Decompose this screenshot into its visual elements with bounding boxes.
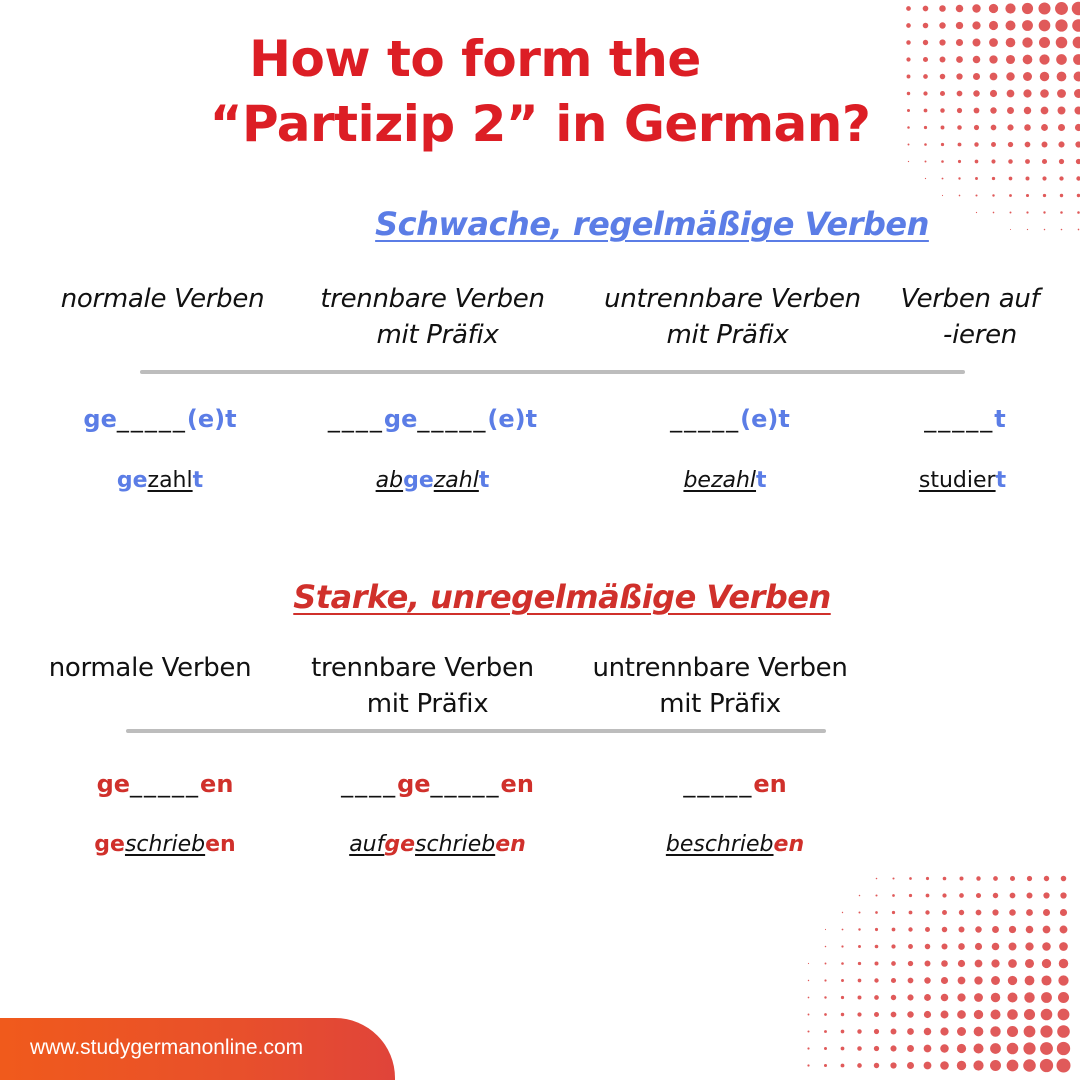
halftone-dot [1042,159,1047,164]
weak-pattern-ieren: _____t [924,405,1006,433]
halftone-dot [976,910,982,916]
halftone-dot [1059,959,1068,968]
halftone-dot [891,1029,897,1035]
halftone-dot [841,962,844,965]
halftone-dot [991,976,1000,985]
halftone-dot [891,961,896,966]
halftone-dot [1074,72,1080,82]
halftone-dot [907,1028,914,1035]
halftone-dot [925,944,931,950]
halftone-dot [1009,909,1016,916]
halftone-dot [842,912,843,913]
halftone-dot [891,944,895,948]
halftone-dot [1059,159,1064,164]
halftone-dot [1041,992,1052,1003]
halftone-dot [991,159,995,163]
halftone-dot [841,1047,845,1051]
halftone-dot [808,1014,810,1016]
halftone-dot [923,6,929,12]
halftone-dot [1023,55,1033,65]
halftone-dot [1055,2,1068,15]
halftone-dot [1009,943,1017,951]
halftone-dot [1022,3,1033,14]
halftone-dot [957,1044,966,1053]
halftone-dot [1010,876,1015,881]
halftone-dot [992,177,995,180]
halftone-dot [824,1064,827,1067]
halftone-dot [1024,1009,1035,1020]
halftone-dot [959,195,961,197]
halftone-dot [1026,926,1034,934]
halftone-dot [973,1043,983,1053]
halftone-dot [1025,942,1033,950]
halftone-dot [909,877,912,880]
halftone-dot [892,877,894,879]
halftone-dot [957,1010,966,1019]
halftone-dot [808,997,810,999]
halftone-dot [942,910,947,915]
page-title-line-1: How to form the [249,30,701,88]
halftone-dot [874,995,879,1000]
halftone-dot [958,926,964,932]
weak-example-studiert: studiert [918,468,1007,493]
halftone-dot [892,928,896,932]
halftone-dot [1058,1009,1070,1021]
halftone-dot [924,1011,931,1018]
halftone-dot [1008,976,1017,985]
halftone-dot [926,877,929,880]
halftone-dot [825,963,827,965]
weak-column-header-inseparable: untrennbare Verben mit Präfix [604,284,861,350]
halftone-dot [874,1063,879,1068]
weak-column-header-separable: trennbare Verben mit Präfix [320,284,545,350]
halftone-dot [924,1028,932,1036]
halftone-dot [924,994,931,1001]
halftone-dot [875,894,877,896]
halftone-dot [1058,975,1068,985]
halftone-dot [975,926,982,933]
halftone-dot [907,1045,914,1052]
halftone-dot [956,5,964,13]
halftone-dot [858,962,861,965]
halftone-dot [1039,37,1050,48]
strong-column-header-normal: normale Verben [48,653,252,683]
halftone-dot [907,1011,913,1017]
halftone-dot [1038,2,1050,14]
halftone-dot [825,929,826,930]
halftone-dot [1026,892,1032,898]
strong-verbs-heading: Starke, unregelmäßige Verben [293,578,831,616]
halftone-dot [1060,892,1066,898]
halftone-dot [1060,909,1067,916]
weak-column-header-normal: normale Verben [60,284,265,314]
halftone-dot [940,1044,948,1052]
halftone-dot [841,996,844,999]
halftone-dot [1039,20,1051,32]
halftone-dot [990,1060,1001,1071]
halftone-dot [909,911,913,915]
weak-pattern-normal: ge_____(e)t [83,405,237,433]
halftone-dot [940,1027,948,1035]
halftone-dot [992,909,998,915]
strong-example-aufgeschrieben: aufgeschrieben [349,832,526,857]
halftone-dot [958,160,961,163]
halftone-dot [1073,37,1080,49]
halftone-dot [1044,876,1049,881]
halftone-dot [1008,159,1013,164]
weak-verbs-heading: Schwache, regelmäßige Verben [375,205,929,243]
halftone-dot [1041,975,1051,985]
halftone-dot [841,1030,845,1034]
halftone-dot [925,161,927,163]
halftone-dot [1023,1042,1035,1054]
halftone-dot [1072,19,1080,32]
halftone-dot [841,1064,845,1068]
halftone-dot [891,1012,897,1018]
weak-example-gezahlt: gezahlt [116,468,204,493]
halftone-dot [824,996,826,998]
halftone-dot [892,911,895,914]
halftone-dot [975,160,979,164]
halftone-dot [976,893,981,898]
halftone-dot [1007,1026,1018,1037]
halftone-dot [925,178,926,179]
halftone-dot [808,963,809,964]
halftone-dot [1055,19,1067,31]
halftone-dot [1043,892,1049,898]
halftone-dot [974,976,982,984]
halftone-dot [858,979,862,983]
halftone-dot [992,926,999,933]
halftone-dot [989,4,998,13]
website-link[interactable]: www.studygermanonline.com [30,1036,304,1059]
strong-example-geschrieben: geschrieben [94,832,236,857]
halftone-dot [990,1043,1001,1054]
strong-pattern-inseparable: _____en [683,770,787,798]
halftone-dot [941,994,949,1002]
halftone-dot [1040,1042,1053,1055]
halftone-dot [1073,54,1080,65]
halftone-dot [972,4,980,12]
halftone-dot [924,1062,932,1070]
halftone-dot [926,894,930,898]
halftone-dot [876,878,878,880]
halftone-dot [908,927,912,931]
halftone-dot [1056,37,1068,49]
halftone-dot [874,1029,879,1034]
halftone-dot [841,979,844,982]
halftone-dot [859,895,861,897]
halftone-dot [892,894,895,897]
halftone-dot [1008,993,1018,1003]
halftone-dot [976,876,980,880]
halftone-dot [959,910,964,915]
halftone-dot [1039,54,1049,64]
strong-divider [126,729,826,733]
halftone-dot [959,876,963,880]
halftone-dot [942,195,943,196]
halftone-dot [890,1045,896,1051]
halftone-dot [1025,159,1030,164]
halftone-dot [909,894,912,897]
halftone-dot [941,977,948,984]
halftone-dot [874,1012,879,1017]
halftone-dot [1072,2,1080,16]
halftone-dot [874,1046,879,1051]
halftone-dot [824,1013,827,1016]
strong-column-header-inseparable: untrennbare Verben mit Präfix [592,653,848,719]
halftone-dot [1060,926,1068,934]
halftone-dot [975,943,982,950]
halftone-dot [1026,177,1030,181]
strong-example-beschrieben: beschrieben [665,832,805,857]
halftone-dot [907,1062,914,1069]
halftone-dot [942,927,948,933]
halftone-dot [1022,37,1032,47]
halftone-dot [942,178,944,180]
halftone-dot [807,1064,809,1066]
halftone-dot [857,1029,861,1033]
halftone-dot [974,1010,983,1019]
halftone-dot [875,928,878,931]
strong-pattern-separable: ____ge_____en [341,770,534,798]
halftone-dot [939,5,946,12]
halftone-dot [1076,159,1080,164]
halftone-dot [1057,1025,1070,1038]
halftone-dot [1040,1059,1053,1072]
halftone-dot [992,194,994,196]
halftone-dot [1057,1042,1070,1055]
halftone-dot [991,1010,1001,1020]
halftone-dot [824,1047,827,1050]
halftone-dot [991,959,999,967]
halftone-dot [957,993,965,1001]
halftone-dot [941,160,944,163]
halftone-dot [940,1061,949,1070]
halftone-dot [824,1030,827,1033]
halftone-dot [908,161,909,162]
weak-column-header-ieren: Verben auf -ieren [900,284,1040,350]
halftone-dot [842,929,844,931]
halftone-dot [1009,177,1013,181]
halftone-dot [908,944,913,949]
halftone-dot [807,1030,809,1032]
halftone-dot [875,962,879,966]
halftone-dot [1060,194,1063,197]
halftone-dot [1009,194,1012,197]
halftone-dot [907,994,913,1000]
halftone-dot [1008,959,1017,968]
halftone-dot [957,1027,966,1036]
halftone-dot [1042,176,1046,180]
halftone-dot [1022,20,1033,31]
halftone-dot [925,961,931,967]
halftone-dot [1058,992,1069,1003]
weak-divider [140,370,965,374]
halftone-dot [891,995,896,1000]
weak-example-bezahlt: bezahlt [683,468,767,493]
halftone-dot [975,960,983,968]
halftone-dot [891,978,896,983]
halftone-dot [1041,1009,1053,1021]
halftone-dot [993,893,998,898]
strong-pattern-normal: ge_____en [96,770,234,798]
halftone-dot [1042,942,1051,951]
halftone-dot [857,1063,862,1068]
halftone-dot [942,893,946,897]
halftone-dot [990,1026,1000,1036]
halftone-dot [1076,176,1080,180]
halftone-dot [941,960,948,967]
halftone-dot [841,945,843,947]
halftone-dot [975,177,978,180]
halftone-dot [1027,876,1032,881]
halftone-dot [1057,72,1067,82]
halftone-dot [858,911,860,913]
halftone-dot [974,993,983,1002]
halftone-dot [1043,909,1050,916]
halftone-dot [974,1027,984,1037]
halftone-dot [958,960,965,967]
weak-pattern-inseparable: _____(e)t [670,405,790,433]
halftone-dot [1040,1025,1052,1037]
halftone-dot [875,911,878,914]
halftone-dot [925,910,929,914]
halftone-dot [824,979,826,981]
halftone-dot [958,177,960,179]
halftone-dot [1026,909,1033,916]
halftone-dot [858,996,862,1000]
halftone-dot [924,977,930,983]
halftone-dot [857,1012,861,1016]
halftone-dot [975,194,977,196]
halftone-dot [1010,893,1016,899]
halftone-dot [808,980,809,981]
halftone-dot [908,961,913,966]
halftone-dot [807,1047,809,1049]
halftone-dot [1040,72,1049,81]
halftone-dot [1059,942,1068,951]
halftone-dot [1043,926,1051,934]
halftone-dots-bottom-right [800,870,1080,1080]
halftone-dot [1026,194,1029,197]
halftone-dot [1007,1060,1019,1072]
halftone-dot [858,928,860,930]
halftone-dot [1007,1043,1019,1055]
halftone-dot [1024,992,1034,1002]
halftone-dot [857,1046,862,1051]
halftone-dot [973,1060,983,1070]
halftone-dot [858,945,861,948]
halftone-dot [874,978,878,982]
halftone-dot [825,946,827,948]
halftone-dot [908,978,914,984]
halftone-dot [875,945,879,949]
halftone-dot [1025,959,1034,968]
weak-example-abgezahlt: abgezahlt [375,468,490,493]
halftone-dot [841,1013,844,1016]
halftone-dot [993,876,998,881]
halftone-dot [1023,72,1032,81]
halftone-dot [958,977,966,985]
halftone-dot [957,1061,966,1070]
halftone-dot [943,877,947,881]
halftone-dot [1009,926,1016,933]
halftone-dot [890,1062,896,1068]
halftone-dot [958,943,965,950]
halftone-dot [1023,1059,1036,1072]
halftone-dot [1024,1026,1036,1038]
page-title-line-2: “Partizip 2” in German? [209,95,871,153]
halftone-dot [925,927,930,932]
halftone-dot [1025,976,1035,986]
halftone-dot [941,943,947,949]
halftone-dot [1056,54,1067,65]
halftone-dot [959,893,964,898]
halftone-dot [1007,1009,1018,1020]
halftone-dot [1005,3,1015,13]
halftone-dot [992,943,1000,951]
halftone-dot [1061,876,1067,882]
halftone-dot [991,993,1000,1002]
halftone-dot [1057,1059,1071,1073]
halftone-dot [1059,176,1063,180]
halftone-dot [1043,194,1046,197]
halftone-dot [941,1011,949,1019]
strong-column-header-separable: trennbare Verben mit Präfix [311,653,534,719]
halftone-dot [1042,959,1051,968]
halftone-dot [906,6,911,11]
weak-pattern-separable: ____ge_____(e)t [327,405,538,433]
halftone-dot [924,1045,932,1053]
